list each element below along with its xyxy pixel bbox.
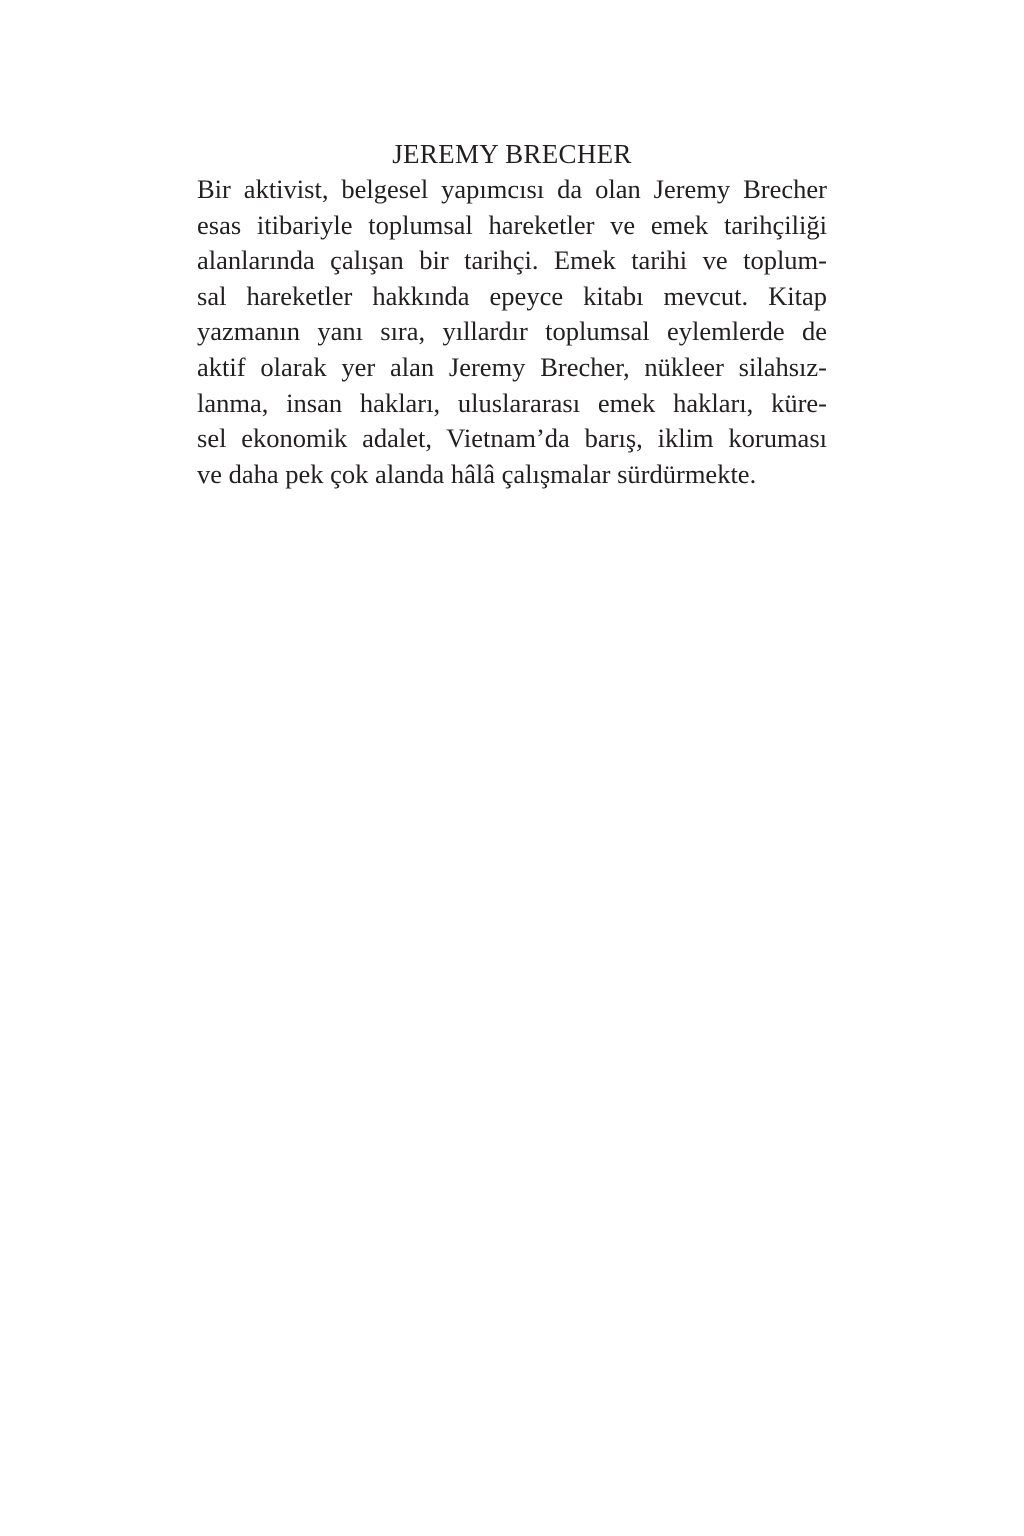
paragraph-line: aktif olarak yer alan Jeremy Brecher, nükleer silahsız- [197,351,827,382]
paragraph-line: ve daha pek çok alanda hâlâ çalışmalar sürdürmekte. [197,458,757,489]
author-bio [197,136,827,492]
author-bio-paragraph [197,172,827,492]
paragraph-line: alanlarında çalışan bir tarihçi. Emek tarihi ve toplum- [197,245,827,276]
paragraph-line: sal hareketler hakkında epeyce kitabı mevcut. Kitap [197,280,827,311]
paragraph-line: lanma, insan hakları, uluslararası emek hakları, küre- [197,387,827,418]
paragraph-line: esas itibariyle toplumsal hareketler ve emek tarihçiliği [197,209,827,240]
paragraph-line: Bir aktivist, belgesel yapımcısı da olan Jeremy Brecher [197,174,827,204]
author-name-heading: JEREMY BRECHER [392,139,632,169]
paragraph-line: yazmanın yanı sıra, yıllardır toplumsal eylemlerde de [197,316,827,347]
paragraph-line: sel ekonomik adalet, Vietnam’da barış, iklim koruması [197,423,827,454]
